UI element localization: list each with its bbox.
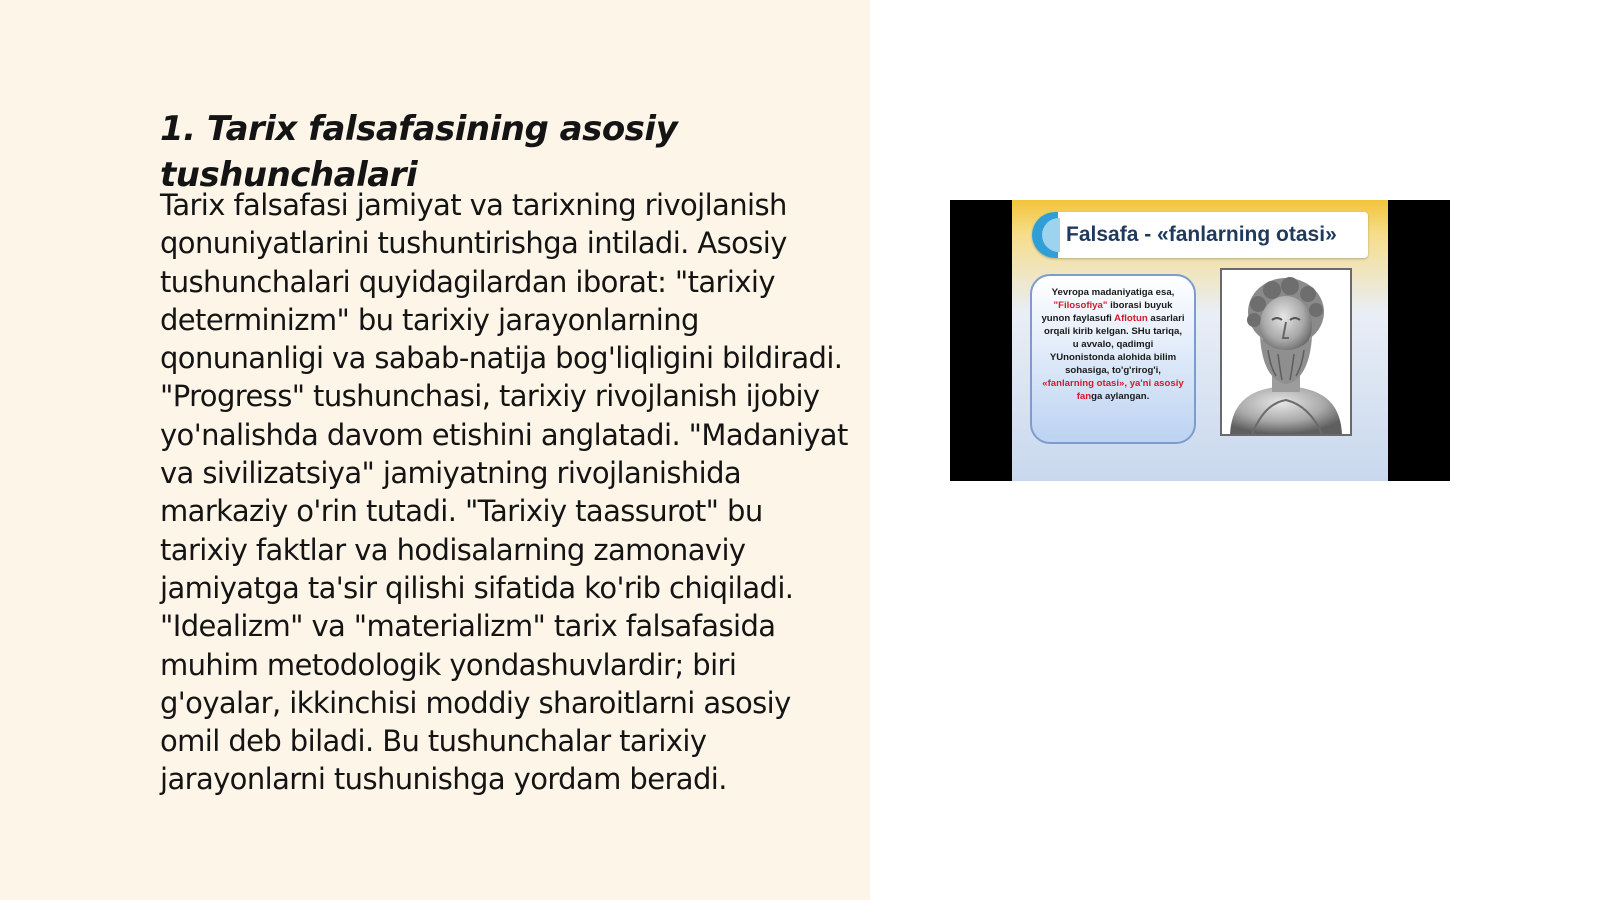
bubble-highlight-2: Aflotun (1114, 313, 1148, 324)
philosopher-bust-icon (1220, 268, 1352, 436)
bubble-text-4: ga aylangan. (1091, 391, 1150, 402)
bubble-highlight-3: «fanlarning otasi», ya'ni asosiy fan (1042, 378, 1184, 402)
bubble-text-3: asarlari orqali kirib kelgan. SHu tariqa, u avvalo, qadimgi YUnonistonda alohida bilim sohasiga, to'g'rirog'i, (1043, 313, 1185, 376)
picture-banner-text: Falsafa - «fanlarning otasi» (1066, 223, 1337, 246)
bubble-text-1: Yevropa madaniyatiga esa, (1051, 287, 1175, 298)
slide-picture (950, 200, 1450, 481)
bubble-highlight-1: "Filosofiya" (1053, 300, 1108, 311)
banner-cap-shape (1032, 212, 1058, 258)
bubble-text-2: iborasi buyuk yunon faylasufi (1041, 300, 1173, 324)
slide-body-text: Tarix falsafasi jamiyat va tarixning rivojlanish qonuniyatlarini tushuntirishga intiladi. Asosiy tushunchalari quyidagilardan iborat: "tarixiy determinizm" bu tarixiy jarayonlarning qonunanligi va sabab-natija bog'liqligini bildiradi. "Progress" tushunchasi, tarixiy rivojlanish ijobiy yo'nalishda davom etishini anglatadi. "Madaniyat va sivilizatsiya" jamiyatning rivojlanishida markaziy o'rin tutadi. "Tarixiy taassurot" bu tarixiy faktlar va hodisalarning zamonaviy jamiyatga ta'sir qilishi sifatida ko'rib chiqiladi. "Idealizm" va "materializm" tarix falsafasida muhim metodologik yondashuvlardir; biri g'oyalar, ikkinchisi moddiy sharoitlarni asosiy omil deb biladi. Bu tushunchalar tarixiy jarayonlarni tushunishga yordam beradi. (160, 188, 848, 797)
picture-banner (1032, 212, 1368, 258)
slide-title: 1. Tarix falsafasining asosiy tushunchalari (160, 109, 678, 195)
bust-drawing (1222, 270, 1350, 434)
picture-text-bubble (1030, 274, 1196, 444)
picture-content (1012, 200, 1388, 481)
